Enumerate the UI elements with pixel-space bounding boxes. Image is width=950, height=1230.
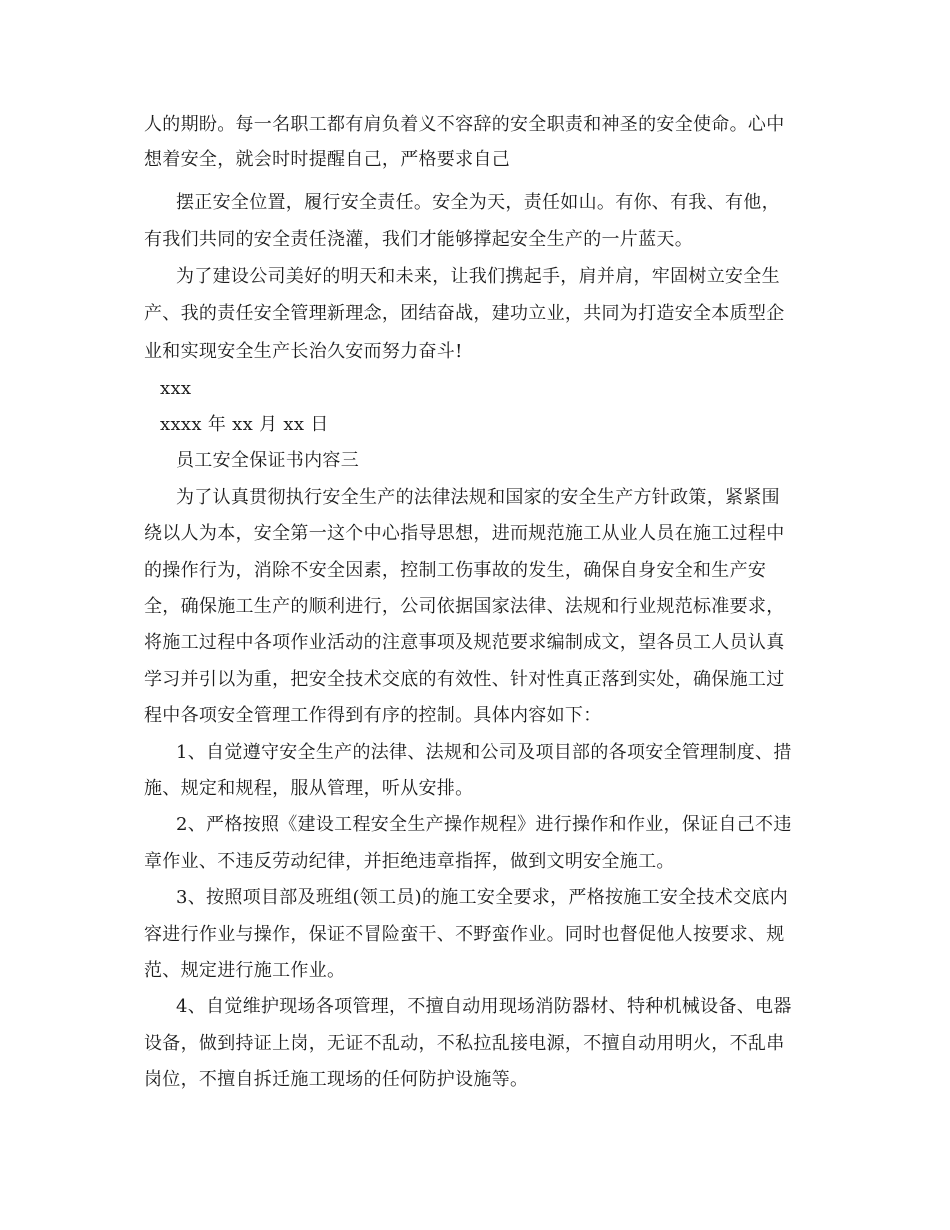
text-line: 产、我的责任安全管理新理念，团结奋战，建功立业，共同为打造安全本质型企 <box>144 303 785 324</box>
text-line: 的操作行为，消除不安全因素，控制工伤事故的发生，确保自身安全和生产安 <box>144 560 767 581</box>
text-line: 将施工过程中各项作业活动的注意事项及规范要求编制成文，望各员工人员认真 <box>144 632 785 653</box>
text-line: 为了建设公司美好的明天和未来，让我们携起手，肩并肩，牢固树立安全生 <box>176 266 780 287</box>
signature-name: xxx <box>160 378 192 399</box>
text-line: 设备，做到持证上岗，无证不乱动，不私拉乱接电源，不擅自动用明火，不乱串 <box>144 1033 785 1054</box>
text-line: 范、规定进行施工作业。 <box>144 960 346 981</box>
list-item: 2、严格按照《建设工程安全生产操作规程》进行操作和作业，保证自己不违 <box>176 814 792 835</box>
text-line: 岗位，不擅自拆迁施工现场的任何防护设施等。 <box>144 1069 529 1090</box>
text-line: 人的期盼。每一名职工都有肩负着义不容辞的安全职责和神圣的安全使命。心中 <box>144 114 785 135</box>
list-item: 4、自觉维护现场各项管理，不擅自动用现场消防器材、特种机械设备、电器 <box>176 996 792 1017</box>
text-line: 章作业、不违反劳动纪律，并拒绝违章指挥，做到文明安全施工。 <box>144 851 675 872</box>
text-line: 全，确保施工生产的顺利进行，公司依据国家法律、法规和行业规范标准要求， <box>144 596 785 617</box>
text-line: 业和实现安全生产长治久安而努力奋斗! <box>144 341 463 362</box>
text-line: 学习并引以为重，把安全技术交底的有效性、针对性真正落到实处，确保施工过 <box>144 669 785 690</box>
text-line: 想着安全，就会时时提醒自己，严格要求自己 <box>144 149 510 170</box>
list-item: 1、自觉遵守安全生产的法律、法规和公司及项目部的各项安全管理制度、措 <box>176 742 792 763</box>
text-line: 绕以人为本，安全第一这个中心指导思想，进而规范施工从业人员在施工过程中 <box>144 523 785 544</box>
text-line: 施、规定和规程，服从管理，听从安排。 <box>144 778 474 799</box>
list-item: 3、按照项目部及班组(领工员)的施工安全要求，严格按施工安全技术交底内 <box>176 887 788 908</box>
text-line: 摆正安全位置，履行安全责任。安全为天，责任如山。有你、有我、有他， <box>176 192 780 213</box>
text-line: 有我们共同的安全责任浇灌，我们才能够撑起安全生产的一片蓝天。 <box>144 229 693 250</box>
text-line: 为了认真贯彻执行安全生产的法律法规和国家的安全生产方针政策，紧紧围 <box>176 487 780 508</box>
text-line: 程中各项安全管理工作得到有序的控制。具体内容如下： <box>144 705 602 726</box>
text-line: 容进行作业与操作，保证不冒险蛮干、不野蛮作业。同时也督促他人按要求、规 <box>144 924 785 945</box>
section-heading: 员工安全保证书内容三 <box>176 450 359 471</box>
signature-date: xxxx 年 xx 月 xx 日 <box>160 414 329 435</box>
